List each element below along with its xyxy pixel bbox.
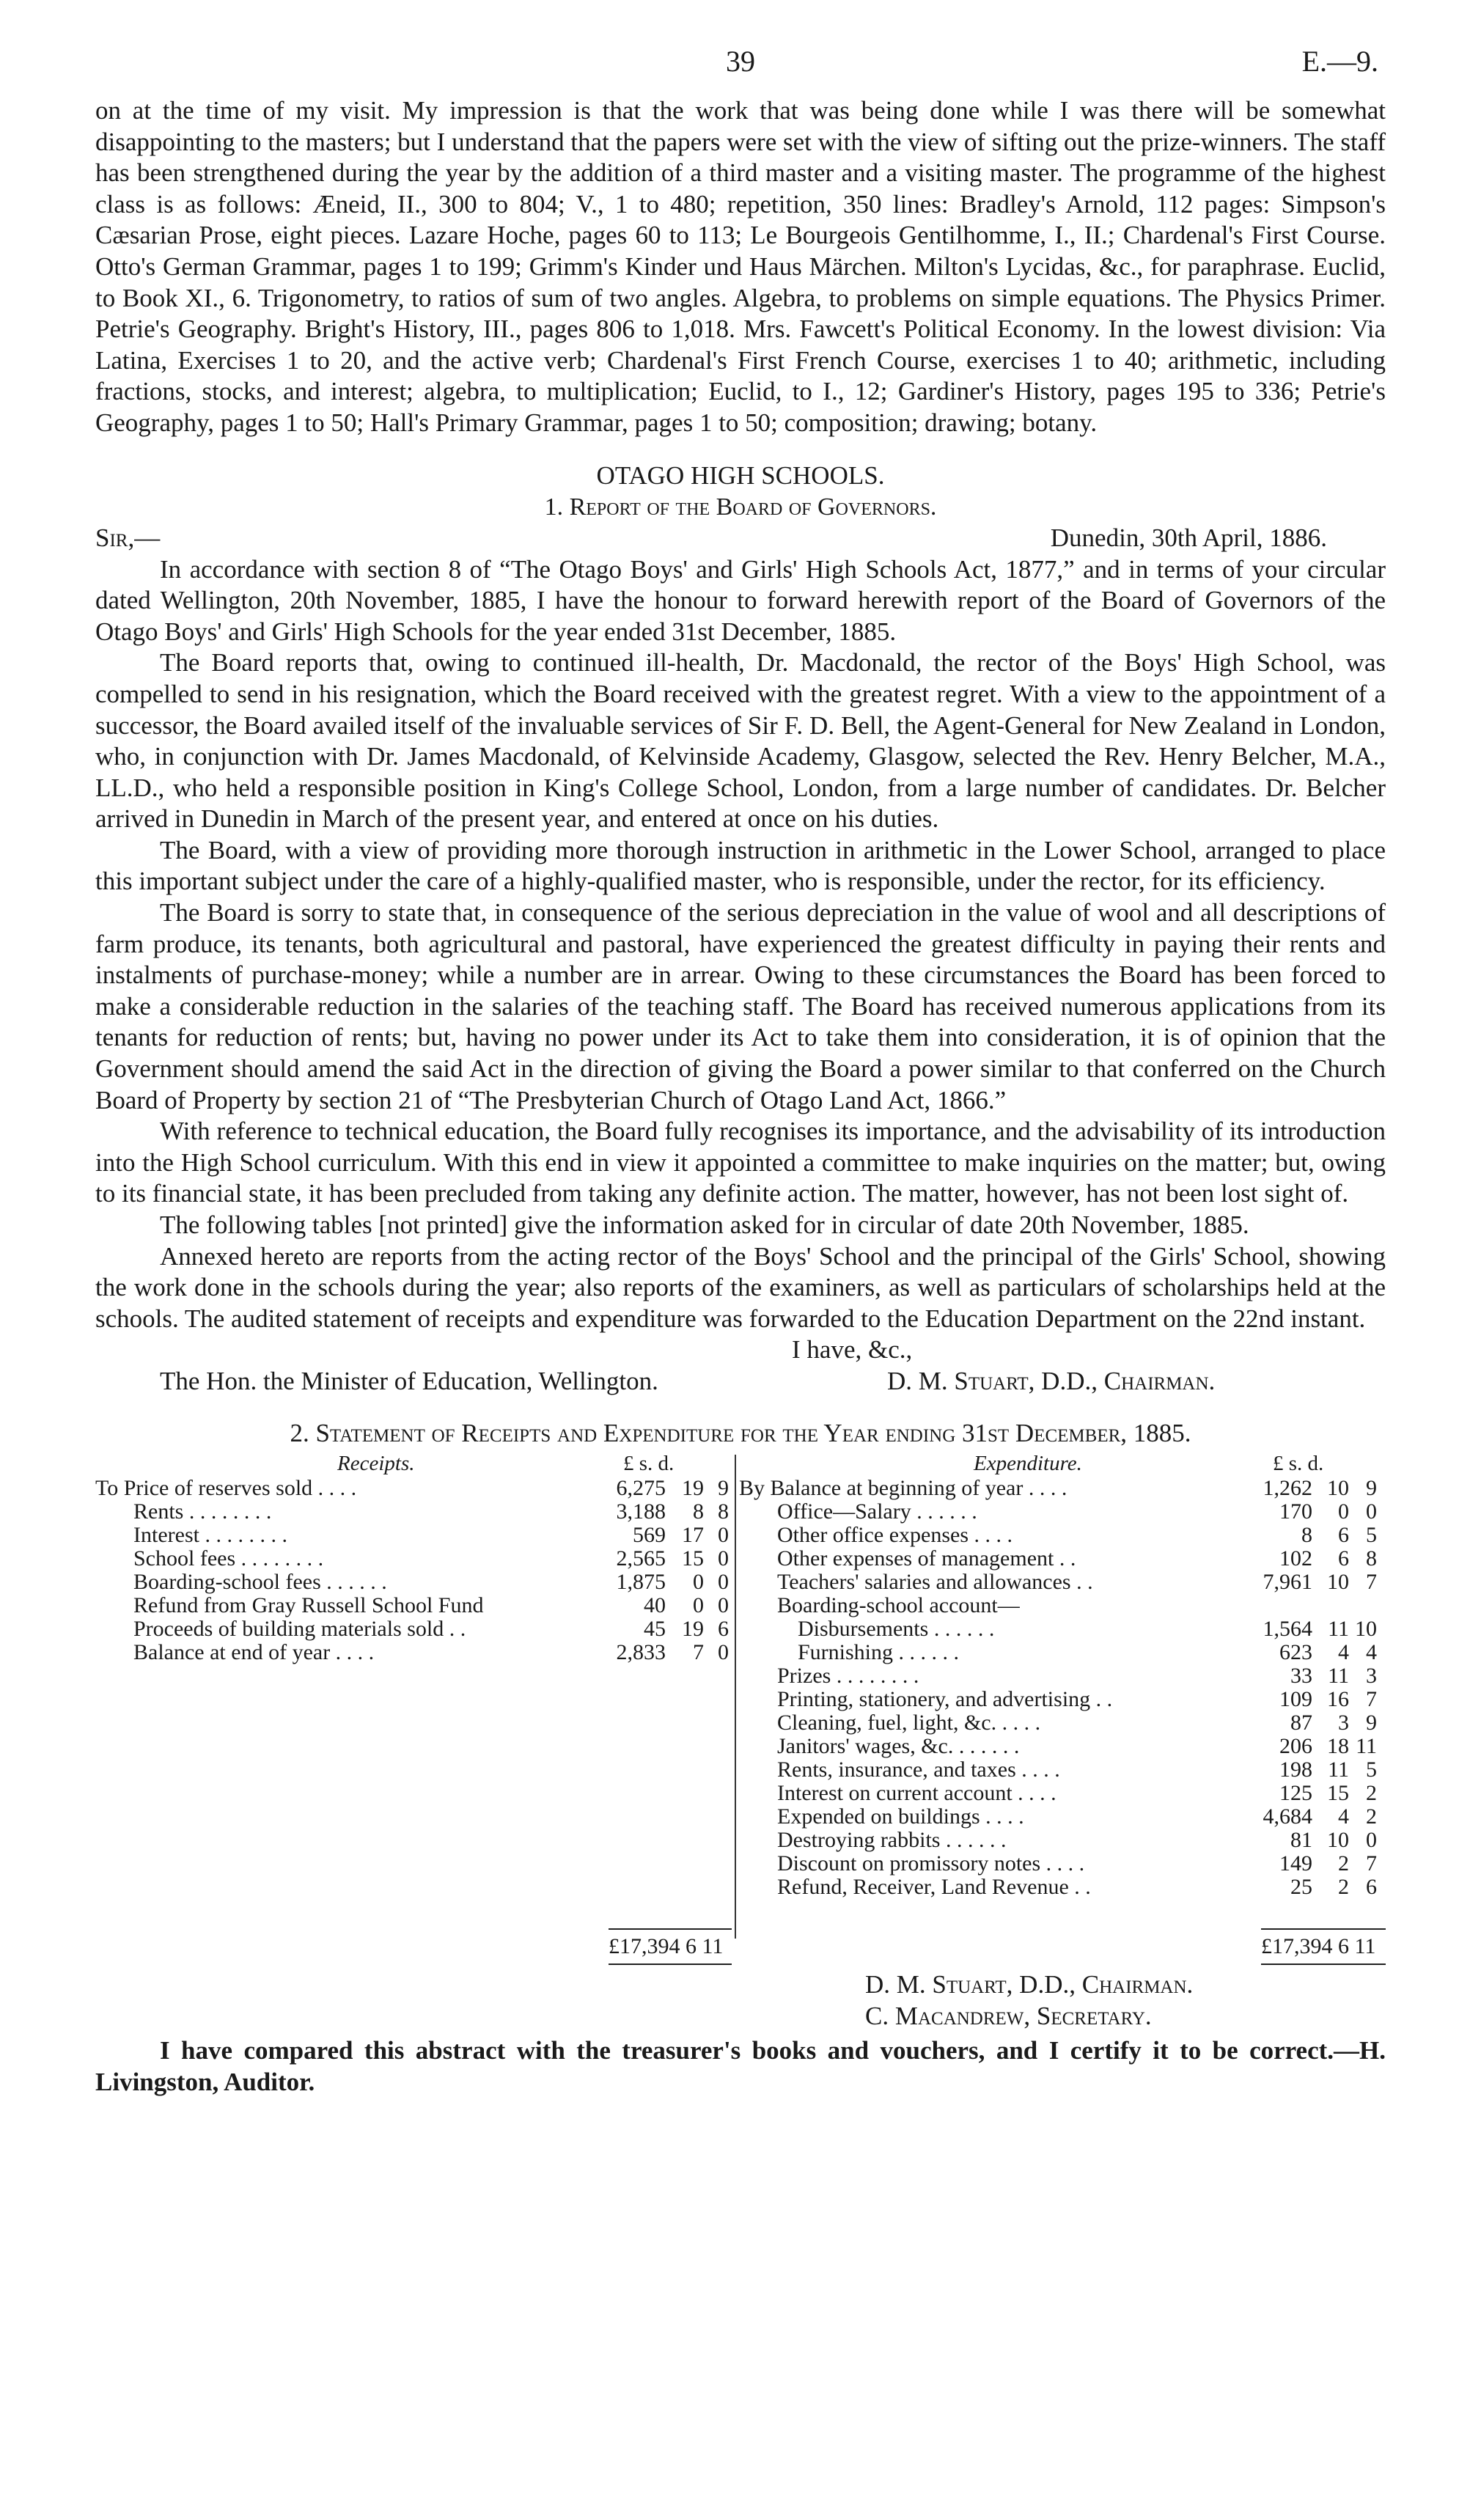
addressee: The Hon. the Minister of Education, Wellington. (160, 1366, 658, 1395)
row-label: Prizes . . . . . . . . (777, 1663, 919, 1688)
row-pounds: 102 (1279, 1546, 1312, 1571)
salutation: Sir,— (95, 523, 161, 552)
table-row (739, 1594, 1386, 1617)
row-shillings: 4 (1338, 1639, 1349, 1664)
row-shillings: 7 (693, 1639, 704, 1664)
row-shillings: 15 (682, 1546, 704, 1571)
row-shillings: 2 (1338, 1851, 1349, 1876)
row-shillings: 11 (1328, 1616, 1349, 1641)
row-pounds: 7,961 (1263, 1569, 1312, 1594)
table-row (95, 1571, 732, 1594)
table-row (739, 1735, 1386, 1758)
row-pounds: 1,564 (1263, 1616, 1312, 1641)
document-page (95, 44, 1386, 2098)
table-row (739, 1617, 1386, 1641)
accounts-table (95, 1452, 1386, 1969)
letter-paragraph: In accordance with section 8 of “The Otago Boys' and Girls' High Schools Act, 1877,” and in terms of your circular dated Wellington, 20th November, 1885, I have the honour to forward herewith report of the Board of Governors of the Otago Boys' and Girls' High Schools for the year ended 31st December, 1885. (95, 554, 1386, 646)
row-pounds: 25 (1290, 1874, 1312, 1899)
row-pence: 8 (1366, 1546, 1377, 1571)
row-pence: 8 (718, 1499, 729, 1524)
row-pence: 0 (1366, 1499, 1377, 1524)
currency-heading: £ s. d. (623, 1451, 675, 1475)
report-title: 1. Report of the Board of Governors. (544, 493, 937, 521)
receipts-rows (95, 1477, 732, 1664)
row-shillings: 6 (1338, 1522, 1349, 1547)
row-label: Other expenses of management . . (777, 1546, 1076, 1571)
table-row (95, 1594, 732, 1617)
chairman-signature: D. M. Stuart, D.D., Chairman. (865, 1969, 1194, 1999)
table-row (739, 1829, 1386, 1852)
row-pounds: 81 (1290, 1827, 1312, 1852)
row-pounds: 206 (1279, 1733, 1312, 1758)
row-label: Teachers' salaries and allowances . . (777, 1569, 1093, 1594)
table-row (95, 1641, 732, 1664)
table-row (739, 1805, 1386, 1829)
signature-block (95, 1969, 1386, 2035)
table-row (739, 1852, 1386, 1876)
row-pence: 6 (1366, 1874, 1377, 1899)
row-pounds: 1,262 (1263, 1475, 1312, 1500)
row-pounds: 125 (1279, 1780, 1312, 1805)
table-row (739, 1664, 1386, 1688)
row-pence: 7 (1366, 1569, 1377, 1594)
row-label: Discount on promissory notes . . . . (777, 1851, 1085, 1876)
row-pence: 5 (1366, 1522, 1377, 1547)
row-shillings: 10 (1327, 1569, 1349, 1594)
row-pence: 0 (718, 1569, 729, 1594)
row-pence: 9 (718, 1475, 729, 1500)
row-pounds: 149 (1279, 1851, 1312, 1876)
table-row (739, 1641, 1386, 1664)
row-label: Destroying rabbits . . . . . . (777, 1827, 1007, 1852)
row-shillings: 16 (1327, 1686, 1349, 1711)
receipts-total: £17,394 6 11 (609, 1933, 724, 1958)
letter-paragraph: The following tables [not printed] give the information asked for in circular of date 20th November, 1885. (160, 1211, 1249, 1239)
row-pounds: 109 (1279, 1686, 1312, 1711)
row-label: To Price of reserves sold . . . . (95, 1475, 357, 1500)
row-label: Interest . . . . . . . . (133, 1522, 287, 1547)
row-shillings: 3 (1338, 1710, 1349, 1735)
salutation-line (95, 523, 1386, 554)
row-shillings: 10 (1327, 1827, 1349, 1852)
row-shillings: 19 (682, 1616, 704, 1641)
row-pence: 0 (1366, 1827, 1377, 1852)
secretary-signature: C. Macandrew, Secretary. (865, 2001, 1152, 2030)
section-title: OTAGO HIGH SCHOOLS. (596, 460, 885, 490)
receipts-header (95, 1452, 732, 1477)
document-reference: E.—9. (1301, 45, 1378, 78)
row-shillings: 10 (1327, 1475, 1349, 1500)
auditor-certificate: I have compared this abstract with the treasurer's books and vouchers, and I certify it to be correct.—H. Livingston, Auditor. (95, 2035, 1386, 2096)
row-label: Janitors' wages, &c. . . . . . . (777, 1733, 1020, 1758)
row-label: Proceeds of building materials sold . . (133, 1616, 466, 1641)
row-pounds: 2,833 (616, 1639, 666, 1664)
table-row (739, 1547, 1386, 1571)
table-row (739, 1688, 1386, 1711)
expenditure-header (739, 1452, 1386, 1477)
row-pence: 9 (1366, 1710, 1377, 1735)
row-shillings: 0 (693, 1593, 704, 1617)
row-pence: 0 (718, 1522, 729, 1547)
row-pence: 0 (718, 1639, 729, 1664)
row-shillings: 19 (682, 1475, 704, 1500)
row-pounds: 170 (1279, 1499, 1312, 1524)
intro-paragraph: on at the time of my visit. My impression is that the work that was being done while I was there will be somewhat disappointing to the masters; but I understand that the papers were set with the view of sifting out the prize-winners. The staff has been strengthened during the year by the addition of a third master and a visiting master. The programme of the highest class is as follows: Æneid, II., 300 to 804; V., 1 to 480; repetition, 350 lines: Bradley's Arnold, 112 pages: Simpson's Cæsarian Prose, eight pieces. Lazare Hoche, pages 60 to 113; Le Bourgeois Gentilhomme, I., II.; Chardenal's First Course. Otto's German Grammar, pages 1 to 199; Grimm's Kinder und Haus Märchen. Milton's Lycidas, &c., for paraphrase. Euclid, to Book XI., 6. Trigonometry, to ratios of sum of two angles. Algebra, to problems on simple equations. The Physics Primer. Petrie's Geography. Bright's History, III., pages 806 to 1,018. Mrs. Fawcett's Political Economy. In the lowest division: Via Latina, Exercises 1 to 20, and the active verb; Chardenal's First French Course, exercises 1 to 40; arithmetic, including fractions, stocks, and interest; algebra, to multiplication; Euclid, to I., 12; Gardiner's History, pages 195 to 336; Petrie's Geography, pages 1 to 50; Hall's Primary Grammar, pages 1 to 50; composition; drawing; botany. (95, 96, 1386, 437)
table-row (739, 1711, 1386, 1735)
letter-paragraph: With reference to technical education, the Board fully recognises its importance, and the advisability of its introduction into the High School curriculum. With this end in view it appointed a committee to make inquiries on the matter; but, owing to its financial state, it has been precluded from taking any definite action. The matter, however, has not been lost sight of. (95, 1117, 1386, 1208)
row-label: Boarding-school fees . . . . . . (133, 1569, 387, 1594)
chairman-signature: D. M. Stuart, D.D., Chairman. (887, 1366, 1216, 1395)
row-label: School fees . . . . . . . . (133, 1546, 324, 1571)
row-pounds: 4,684 (1263, 1804, 1312, 1829)
row-pence: 3 (1366, 1663, 1377, 1688)
row-pounds: 623 (1279, 1639, 1312, 1664)
page-number: 39 (726, 45, 755, 78)
row-label: Office—Salary . . . . . . (777, 1499, 977, 1524)
row-shillings: 4 (1338, 1804, 1349, 1829)
total-rule (1261, 1928, 1386, 1930)
row-pounds: 1,875 (616, 1569, 666, 1594)
row-shillings: 2 (1338, 1874, 1349, 1899)
row-pence: 10 (1355, 1616, 1377, 1641)
row-label: Balance at end of year . . . . (133, 1639, 375, 1664)
row-label: Boarding-school account— (777, 1593, 1020, 1617)
row-label: Printing, stationery, and advertising . . (777, 1686, 1113, 1711)
row-pence: 0 (718, 1546, 729, 1571)
page-header (95, 44, 1386, 95)
table-row (739, 1477, 1386, 1500)
row-shillings: 11 (1328, 1663, 1349, 1688)
signature-line (95, 1366, 1386, 1397)
row-label: Disbursements . . . . . . (798, 1616, 995, 1641)
table-row (739, 1758, 1386, 1782)
table-row (95, 1500, 732, 1524)
row-pounds: 3,188 (616, 1499, 666, 1524)
row-label: By Balance at beginning of year . . . . (739, 1475, 1067, 1500)
column-divider (735, 1455, 736, 1939)
row-pounds: 87 (1290, 1710, 1312, 1735)
place-date: Dunedin, 30th April, 1886. (1050, 523, 1327, 552)
row-pence: 0 (718, 1593, 729, 1617)
receipts-column (95, 1451, 732, 1958)
row-shillings: 0 (693, 1569, 704, 1594)
row-pence: 11 (1356, 1733, 1377, 1758)
row-pence: 5 (1366, 1757, 1377, 1782)
row-shillings: 6 (1338, 1546, 1349, 1571)
row-pounds: 45 (644, 1616, 666, 1641)
row-pounds: 569 (633, 1522, 666, 1547)
currency-heading: £ s. d. (1273, 1451, 1324, 1475)
letter-paragraph: The Board, with a view of providing more thorough instruction in arithmetic in the Lower School, arranged to place this important subject under the care of a highly-qualified master, who is responsible, under the rector, for its efficiency. (95, 835, 1386, 896)
row-pounds: 40 (644, 1593, 666, 1617)
table-row (95, 1477, 732, 1500)
signatures (865, 1969, 1193, 2032)
row-shillings: 8 (693, 1499, 704, 1524)
table-row (739, 1782, 1386, 1805)
expenditure-rows (739, 1477, 1386, 1899)
row-pence: 4 (1366, 1639, 1377, 1664)
table-row (739, 1500, 1386, 1524)
row-shillings: 0 (1338, 1499, 1349, 1524)
row-pence: 9 (1366, 1475, 1377, 1500)
letter-paragraph: Annexed hereto are reports from the acting rector of the Boys' School and the principal of the Girls' School, showing the work done in the schools during the year; also reports of the examiners, as well as particulars of scholarships held at the schools. The audited statement of receipts and expenditure was forwarded to the Education Department on the 22nd instant. (95, 1241, 1386, 1333)
body-text (95, 95, 1386, 1397)
row-label: Rents . . . . . . . . (133, 1499, 272, 1524)
row-label: Cleaning, fuel, light, &c. . . . . (777, 1710, 1041, 1735)
row-pence: 7 (1366, 1686, 1377, 1711)
total-double-rule (1261, 1964, 1386, 1965)
table-row (95, 1547, 732, 1571)
row-label: Furnishing . . . . . . (798, 1639, 960, 1664)
row-pence: 6 (718, 1616, 729, 1641)
table-row (739, 1876, 1386, 1899)
table-row (739, 1571, 1386, 1594)
row-shillings: 18 (1327, 1733, 1349, 1758)
expenditure-column (739, 1451, 1386, 1958)
expenditure-total: £17,394 6 11 (1261, 1933, 1376, 1958)
row-pounds: 2,565 (616, 1546, 666, 1571)
table-row (739, 1524, 1386, 1547)
row-label: Other office expenses . . . . (777, 1522, 1013, 1547)
total-double-rule (609, 1964, 732, 1965)
auditor-note (95, 2035, 1386, 2098)
row-pence: 2 (1366, 1780, 1377, 1805)
row-pounds: 8 (1301, 1522, 1312, 1547)
letter-paragraph: The Board is sorry to state that, in consequence of the serious depreciation in the value of wool and all descriptions of farm produce, its tenants, both agricultural and pastoral, have experienced the greatest difficulty in paying their rents and instalments of purchase-money; while a number are in arrear. Owing to these circumstances the Board has been forced to make a considerable reduction in the salaries of the teaching staff. The Board has received numerous applications from its tenants for reduction of rents; but, having no power under its Act to take them into consideration, it is of opinion that the Government should amend the said Act in the direction of giving the Board a power similar to that conferred on the Church Board of Property by section 21 of “The Presbyterian Church of Otago Land Act, 1866.” (95, 898, 1386, 1114)
total-rule (609, 1928, 732, 1930)
letter-paragraph: The Board reports that, owing to continued ill-health, Dr. Macdonald, the rector of the Boys' High School, was compelled to send in his resignation, which the Board received with the greatest regret. With a view to the appointment of a successor, the Board availed itself of the invaluable services of Sir F. D. Bell, the Agent-General for New Zealand in London, who, in conjunction with Dr. James Macdonald, of Kelvinside Academy, Glasgow, selected the Rev. Henry Belcher, M.A., LL.D., who held a responsible position in King's College School, London, from a large number of candidates. Dr. Belcher arrived in Dunedin in March of the present year, and entered at once on his duties. (95, 648, 1386, 834)
row-shillings: 17 (682, 1522, 704, 1547)
row-label: Interest on current account . . . . (777, 1780, 1056, 1805)
row-pence: 2 (1366, 1804, 1377, 1829)
receipts-heading: Receipts. (337, 1451, 415, 1475)
expenditure-heading: Expenditure. (974, 1451, 1082, 1475)
row-label: Rents, insurance, and taxes . . . . (777, 1757, 1060, 1782)
row-pounds: 33 (1290, 1663, 1312, 1688)
table-row (95, 1617, 732, 1641)
closing: I have, &c., (792, 1335, 913, 1364)
row-label: Refund, Receiver, Land Revenue . . (777, 1874, 1091, 1899)
row-pounds: 6,275 (616, 1475, 666, 1500)
row-pence: 7 (1366, 1851, 1377, 1876)
row-shillings: 11 (1328, 1757, 1349, 1782)
statement-title: 2. Statement of Receipts and Expenditure for the Year ending 31st December, 1885. (290, 1418, 1191, 1447)
row-shillings: 15 (1327, 1780, 1349, 1805)
table-row (95, 1524, 732, 1547)
row-label: Refund from Gray Russell School Fund (133, 1593, 484, 1617)
row-pounds: 198 (1279, 1757, 1312, 1782)
row-label: Expended on buildings . . . . (777, 1804, 1024, 1829)
